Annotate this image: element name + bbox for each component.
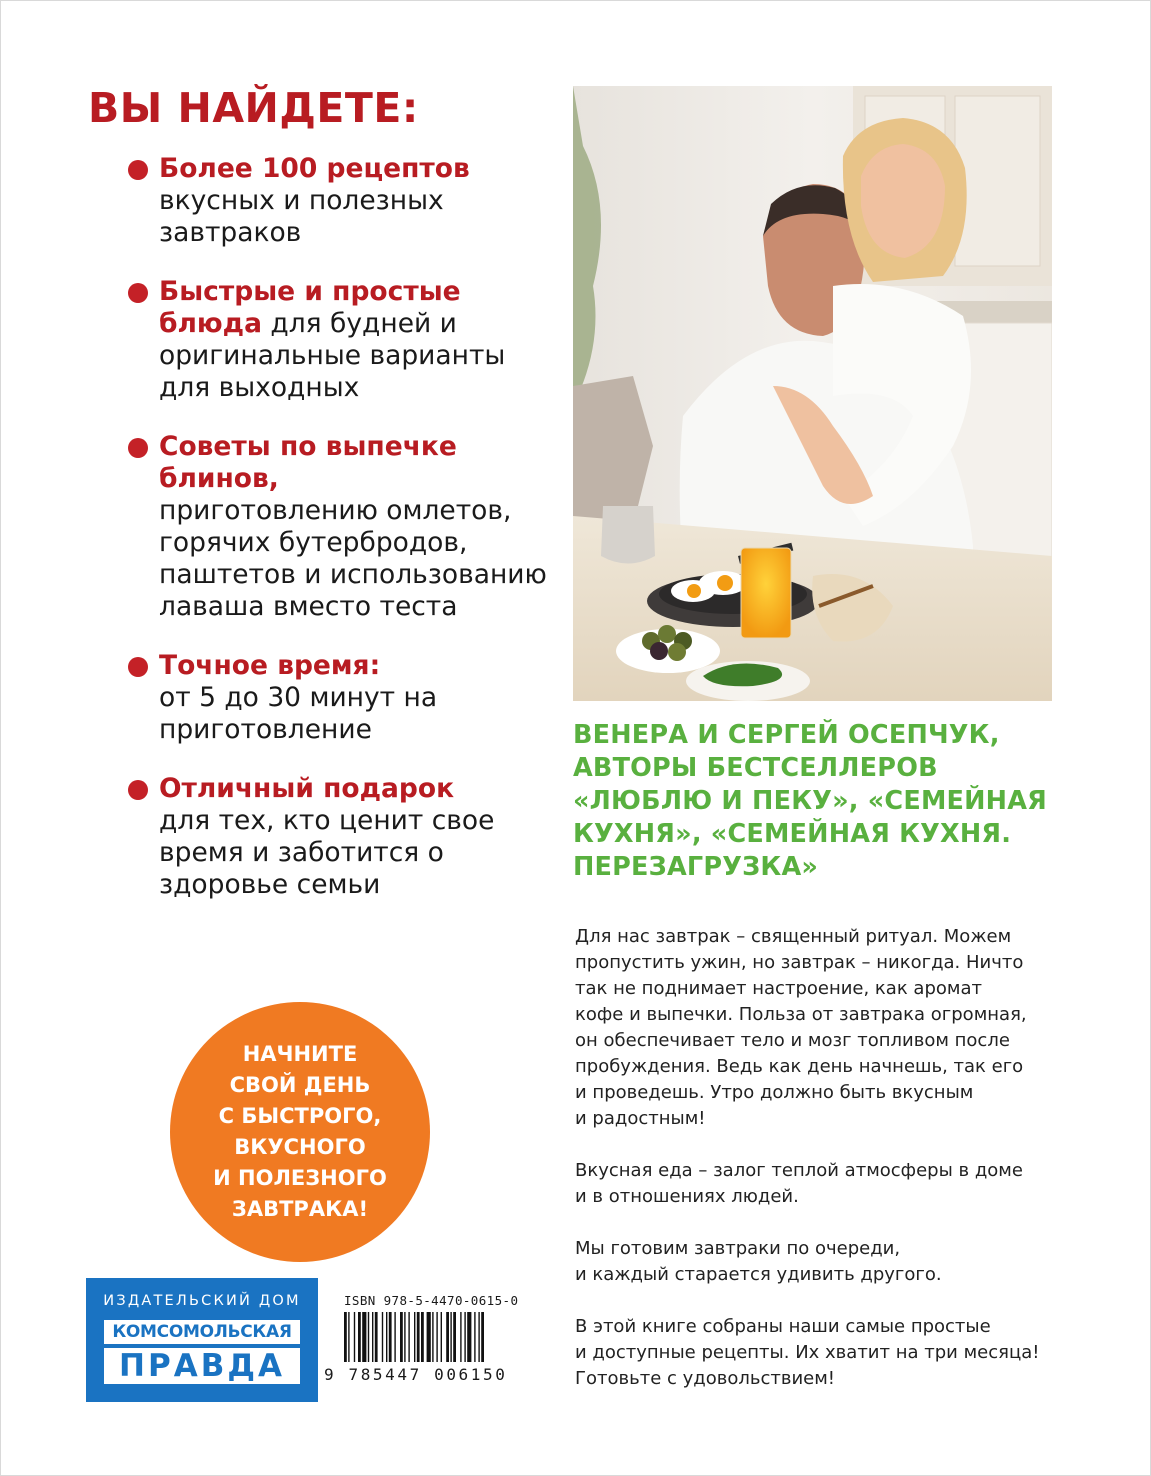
publisher-logo-bottom: ПРАВДА	[104, 1348, 300, 1384]
section-heading: ВЫ НАЙДЕТЕ:	[88, 84, 419, 132]
feature-highlight: Точное время:	[159, 650, 381, 681]
barcode-bar	[474, 1312, 475, 1362]
barcode-bar	[417, 1312, 420, 1362]
authors-line: «ЛЮБЛЮ И ПЕКУ», «СЕМЕЙНАЯ	[573, 786, 1047, 816]
barcode-bar	[344, 1312, 347, 1362]
feature-item	[128, 650, 548, 746]
barcode-bar	[354, 1312, 355, 1362]
paragraph-line: Готовьте с удовольствием!	[575, 1368, 836, 1389]
authors-line: ВЕНЕРА И СЕРГЕЙ ОСЕПЧУК,	[573, 720, 1000, 750]
feature-highlight: Быстрые и простые блюда	[159, 276, 461, 339]
barcode-bar	[372, 1312, 373, 1362]
feature-highlight: Более 100 рецептов	[159, 153, 470, 184]
barcode-bar	[368, 1312, 369, 1362]
bullet-dot-icon	[128, 283, 148, 303]
promo-badge	[170, 1002, 430, 1262]
paragraph-line: и радостным!	[575, 1108, 706, 1129]
bullet-dot-icon	[128, 780, 148, 800]
barcode-bar	[441, 1312, 442, 1362]
barcode-bar	[358, 1312, 361, 1362]
feature-text: от 5 до 30 минут на приготовление	[159, 682, 438, 745]
barcode-bar	[408, 1312, 409, 1362]
authors-line: ПЕРЕЗАГРУЗКА»	[573, 852, 819, 882]
barcode-bar	[464, 1312, 465, 1362]
bullet-dot-icon	[128, 657, 148, 677]
promo-badge-text: НАЧНИТЕ СВОЙ ДЕНЬ С БЫСТРОГО, ВКУСНОГО И ПОЛЕЗНОГО ЗАВТРАКА!	[213, 1042, 387, 1221]
paragraph-line: и каждый старается удивить другого.	[575, 1264, 942, 1285]
feature-item	[128, 773, 548, 901]
publisher-logo-top: ИЗДАТЕЛЬСКИЙ ДОМ	[103, 1293, 301, 1309]
feature-item	[128, 153, 548, 249]
barcode-bar	[414, 1312, 415, 1362]
paragraph-line: Для нас завтрак – священный ритуал. Можем	[575, 926, 1012, 947]
paragraph	[575, 1314, 1045, 1392]
isbn-digits: 9 785447 006150	[324, 1365, 508, 1384]
paragraph-line: и проведешь. Утро должно быть вкусным	[575, 1082, 974, 1103]
barcode-bar	[432, 1312, 433, 1362]
barcode-bar	[467, 1312, 471, 1362]
feature-item	[128, 431, 548, 623]
bullet-dot-icon	[128, 438, 148, 458]
barcode-bar	[453, 1312, 456, 1362]
authors-caption	[573, 719, 1047, 884]
paragraph-line: он обеспечивает тело и мозг топливом после	[575, 1030, 1010, 1051]
barcode-bar	[450, 1312, 451, 1362]
barcode-bar	[460, 1312, 461, 1362]
feature-text: вкусных и полезных завтраков	[159, 185, 444, 248]
feature-highlight: Советы по выпечке блинов,	[159, 431, 457, 494]
barcode-bar	[375, 1312, 378, 1362]
barcode-bar	[389, 1312, 392, 1362]
paragraph-line: В этой книге собраны наши самые простые	[575, 1316, 991, 1337]
feature-text: для будней и оригинальные варианты для выходных	[159, 308, 506, 403]
barcode-bar	[436, 1312, 437, 1362]
barcode-bar	[386, 1312, 387, 1362]
barcode-bar	[404, 1312, 405, 1362]
paragraph-line: и в отношениях людей.	[575, 1186, 799, 1207]
description-text	[575, 924, 1045, 1418]
paragraph-line: Вкусная еда – залог теплой атмосферы в доме	[575, 1160, 1023, 1181]
authors-photo	[573, 86, 1052, 701]
paragraph	[575, 1236, 1045, 1288]
feature-item	[128, 276, 548, 404]
feature-highlight: Отличный подарок	[159, 773, 455, 804]
authors-line: АВТОРЫ БЕСТСЕЛЛЕРОВ	[573, 753, 938, 783]
barcode-bar	[382, 1312, 383, 1362]
barcode-bar	[421, 1312, 424, 1362]
barcode-bar	[478, 1312, 479, 1362]
bullet-dot-icon	[128, 160, 148, 180]
feature-text: приготовлению омлетов, горячих бутербродов, паштетов и использованию лаваша вместо теста	[159, 495, 547, 622]
paragraph-line: пропустить ужин, но завтрак – никогда. Ничто	[575, 952, 1024, 973]
barcode-bar	[427, 1312, 431, 1362]
barcode-bar	[400, 1312, 403, 1362]
barcode-bar	[481, 1312, 484, 1362]
barcode-bar	[394, 1312, 395, 1362]
barcode-bar	[348, 1312, 349, 1362]
barcode-bar	[362, 1312, 366, 1362]
paragraph-line: так не поднимает настроение, как аромат	[575, 978, 982, 999]
barcode-bar	[446, 1312, 449, 1362]
paragraph-line: пробуждения. Ведь как день начнешь, так его	[575, 1056, 1024, 1077]
feature-list	[128, 153, 548, 928]
authors-line: КУХНЯ», «СЕМЕЙНАЯ КУХНЯ.	[573, 819, 1012, 849]
paragraph-line: и доступные рецепты. Их хватит на три месяца!	[575, 1342, 1040, 1363]
feature-text: для тех, кто ценит свое время и заботится о здоровье семьи	[159, 805, 495, 900]
paragraph	[575, 924, 1045, 1132]
paragraph-line: Мы готовим завтраки по очереди,	[575, 1238, 901, 1259]
publisher-logo	[86, 1278, 318, 1402]
paragraph	[575, 1158, 1045, 1210]
isbn-label: ISBN 978-5-4470-0615-0	[344, 1293, 519, 1308]
paragraph-line: кофе и выпечки. Польза от завтрака огромная,	[575, 1004, 1027, 1025]
publisher-logo-middle: КОМСОМОЛЬСКАЯ	[104, 1320, 300, 1344]
